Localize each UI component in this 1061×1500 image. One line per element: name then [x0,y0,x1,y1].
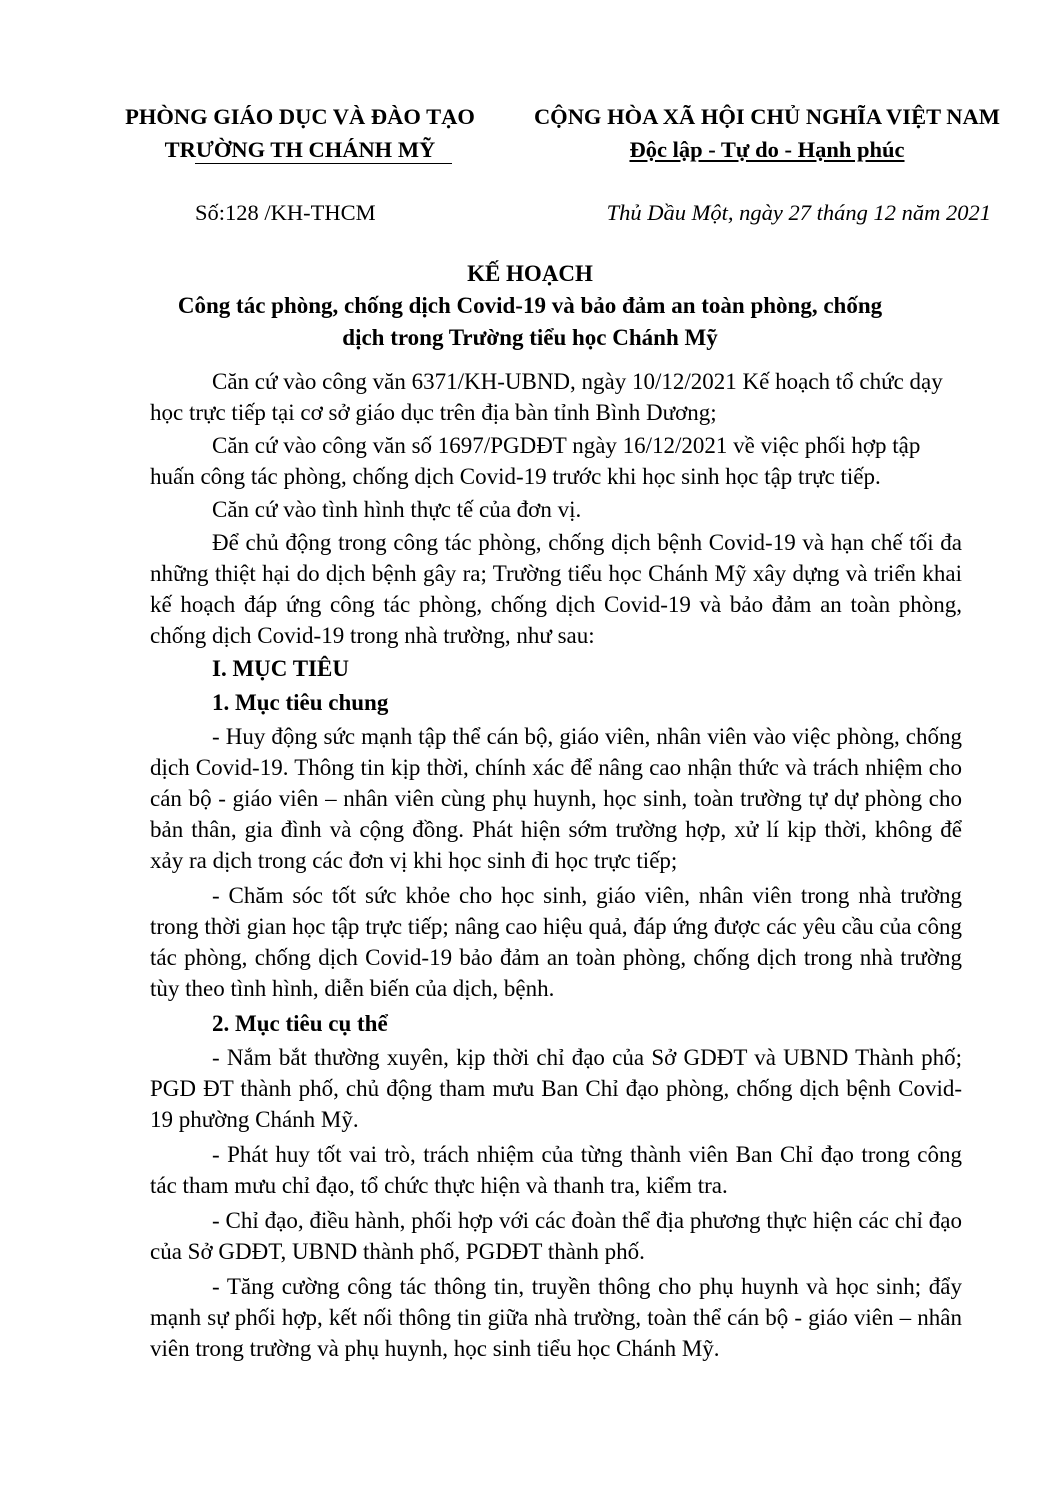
basis-paragraph-3: Căn cứ vào tình hình thực tế của đơn vị. [212,497,582,522]
document-body [150,366,962,1368]
title-sub-line-1: Công tác phòng, chống dịch Covid-19 và bảo đảm an toàn phòng, chống [177,293,883,318]
place-date: Thủ Dầu Một, ngày 27 tháng 12 năm 2021 [606,200,991,225]
subsection-heading-specific: 2. Mục tiêu cụ thể [212,1011,388,1036]
issuing-authority-header [100,100,500,166]
list-item: - Chăm sóc tốt sức khỏe cho học sinh, giáo viên, nhân viên trong nhà trường trong thời gian học tập trực tiếp; nâng cao hiệu quả, đáp ứng được các yêu cầu của công tác phòng, chống dịch Covid-19 bảo đảm an toàn phòng, chống dịch trong nhà trường tùy theo tình hình, diễn biến của dịch, bệnh. [150,883,962,1001]
country-line-1: CỘNG HÒA XÃ HỘI CHỦ NGHĨA VIỆT NAM [533,104,1001,129]
org-line-2 [100,133,500,166]
list-item: - Huy động sức mạnh tập thể cán bộ, giáo viên, nhân viên vào việc phòng, chống dịch Covid-19. Thông tin kịp thời, chính xác để nâng cao nhận thức và trách nhiệm cho cán bộ - giáo viên – nhân viên cùng phụ huynh, học sinh, toàn trường tự dự phòng cho bản thân, gia đình và cộng đồng. Phát hiện sớm trường hợp, xử lí kịp thời, không để xảy ra dịch trong các đơn vị khi học sinh đi học trực tiếp; [150,724,962,873]
org-underline [195,163,452,165]
org-line-1: PHÒNG GIÁO DỤC VÀ ĐÀO TẠO [125,104,475,129]
title-sub-line-2: dịch trong Trường tiểu học Chánh Mỹ [342,325,718,350]
document-number: Số:128 /KH-THCM [195,200,376,225]
org-line-2-text: TRƯỜNG TH CHÁNH MỸ [164,137,436,162]
title-main: KẾ HOẠCH [467,261,593,286]
basis-paragraph-2: Căn cứ vào công văn số 1697/PGDĐT ngày 16/12/2021 về việc phối hợp tập huấn công tác phòng, chống dịch Covid-19 trước khi học sinh học tập trực tiếp. [150,433,921,489]
country-line-2: Độc lập - Tự do - Hạnh phúc [629,137,905,162]
basis-paragraph-1: Căn cứ vào công văn 6371/KH-UBND, ngày 10/12/2021 Kế hoạch tổ chức dạy học trực tiếp tại cơ sở giáo dục trên địa bàn tỉnh Bình Dương; [150,369,943,425]
list-item: - Phát huy tốt vai trò, trách nhiệm của từng thành viên Ban Chỉ đạo trong công tác tham mưu chỉ đạo, tổ chức thực hiện và thanh tra, kiểm tra. [150,1142,962,1198]
document-title [110,258,950,354]
subsection-heading-general: 1. Mục tiêu chung [212,690,389,715]
intro-paragraph: Để chủ động trong công tác phòng, chống dịch bệnh Covid-19 và hạn chế tối đa những thiệt hại do dịch bệnh gây ra; Trường tiểu học Chánh Mỹ xây dựng và triển khai kế hoạch đáp ứng công tác phòng, chống dịch Covid-19 và bảo đảm an toàn phòng, chống dịch Covid-19 trong nhà trường, như sau: [150,530,962,648]
national-motto-header [522,100,1012,166]
list-item: - Tăng cường công tác thông tin, truyền thông cho phụ huynh và học sinh; đẩy mạnh sự phối hợp, kết nối thông tin giữa nhà trường, toàn thể cán bộ - giáo viên – nhân viên trong trường và phụ huynh, học sinh tiểu học Chánh Mỹ. [150,1274,962,1361]
section-heading-objectives: I. MỤC TIÊU [212,656,349,681]
list-item: - Nắm bắt thường xuyên, kịp thời chỉ đạo của Sở GDĐT và UBND Thành phố; PGD ĐT thành phố, chủ động tham mưu Ban Chỉ đạo phòng, chống dịch bệnh Covid-19 phường Chánh Mỹ. [150,1045,962,1132]
list-item: - Chỉ đạo, điều hành, phối hợp với các đoàn thể địa phương thực hiện các chỉ đạo của Sở GDĐT, UBND thành phố, PGDĐT thành phố. [150,1208,962,1264]
